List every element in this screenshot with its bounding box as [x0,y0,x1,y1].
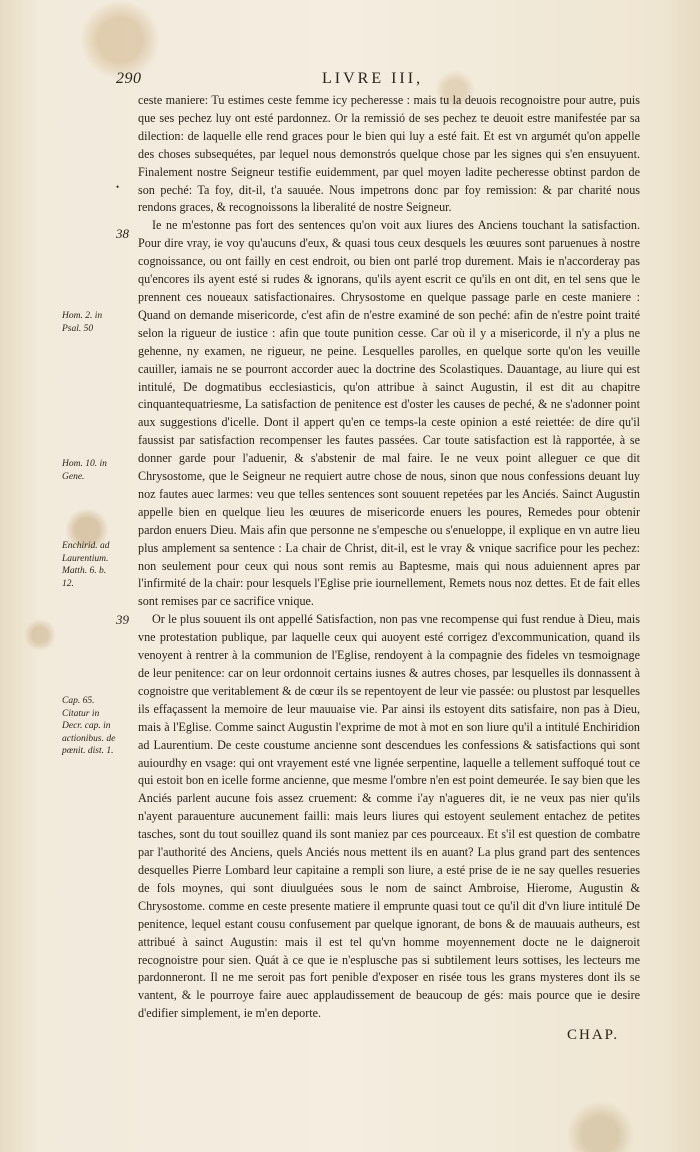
running-head [0,70,700,90]
margin-note-hom-2: Hom. 2. in Psal. 50 [62,311,103,334]
body-text [138,92,640,1023]
paragraph-38: Ie ne m'estonne pas fort des sentences qu'on voit aux liures des Anciens touchant la satisfaction. Pour dire vray, ie voy qu'aucuns d'eux, & quasi tous ceux desquels les œuures sont paruenues à nostre cognoissance, ou ont failly en cest endroit, ou bien ont parlé trop durement. Mais ie n'accorderay pas qu'encores ils ayent esté si rudes & ignorans, qu'ils ayent escrit ce qu'ils en ont dit, en tel sens que le prennent ces noueaux satisfactionaires. Chrysostome en quelque passage parle en ceste maniere : Quand on demande misericorde, c'est afin de n'estre examiné de son peché: afin de n'estre point traité selon la rigueur de iustice : afin que toute punition cesse. Car où il y a misericorde, il n'y a plus ne gehenne, ny examen, ne rigueur, ne peine. Lesquelles parolles, en quelque sorte qu'on les veuille cauiller, iamais ne se pourront accorder auec la doctrine des Scolastiques. Dauantage, au liure qui est intitulé, De dogmatibus ecclesiasticis, qu'on attribue à sainct Augustin, il est dit au chapitre cinquantequatriesme, La satisfaction de penitence est d'oster les causes de peché, & ne s'adonner point aux suggestions d'icelle. Dont il appert qu'en ce temps-la ceste opinion a esté reiettée: de dire qu'il faussist par satisfaction recompenser les fautes passées. Car toute satisfaction est là rapportée, à se donner garde pour l'aduenir, & s'abstenir de mal faire. Ie ne veux point alleguer ce que dit Chrysostome, que le Seigneur ne requiert autre chose de nous, sinon que nous confessions deuant luy noz fautes auec larmes: veu que telles sentences sont souuent repetées par les Anciés. Sainct Augustin appelle bien en quelque lieu les œuures de misericorde enuers les poures, Remedes pour obtenir pardon enuers Dieu. Mais afin que personne ne s'empesche ou s'enueloppe, il explique en vn autre lieu plus amplement sa sentence : La chair de Christ, dit-il, est le vray & vnique sacrifice pour les pechez: non seulement pour ceux qui nous sont remis au Baptesme, mais qui nous aduiennent apres par l'infirmité de la chair: pour lesquels l'Eglise prie iournellement, Remets nous noz dettes. Et de fait elles sont remises par ce sacrifice vnique. [138,218,640,609]
margin-bullet-icon: • [116,182,120,192]
running-title: LIVRE III, [322,70,424,87]
paragraph-39: Or le plus souuent ils ont appellé Satisfaction, non pas vne recompense qui fust rendue à Dieu, mais vne protestation publique, par laquelle ceux qui auoyent esté corrigez d'excommunication, quand ils venoyent à rentrer à la communion de l'Eglise, rendoyent à la compagnie des fideles vn tesmoignage de leur penitence: car on leur ordonnoit certains iusnes & autres choses, par lesquelles ils donnassent à cognoistre que veritablement & de cœur ils se repentoyent de leur vie passée: ou plustost par lesquelles ils effaçassent la memoire de leur mauuaise vie. Par ainsi ils estoyent dits satisfaire, non pas à Dieu, mais à l'Eglise. Comme sainct Augustin l'exprime de mot à mot en son liure qu'il a intitulé Enchiridion ad Laurentium. De ceste coustume ancienne sont descendues les confessions & satisfactions qui sont auiourdhy en vsage: qui ont vrayement esté vne lignée serpentine, laquelle a tellement suffoqué tout ce qui estoit bon en icelle forme ancienne, que mesme l'ombre n'en est point demeurée. Ie say bien que les Anciés parlent aucune fois assez cruement: & comme i'ay n'agueres dit, ie ne veux pas nier qu'ils n'ayent parauenture aucunement failli: mais leurs liures qui estoyent seulement entachez de petites tasches, sont du tout souillez quand ils sont maniez par ces pourceaux. Et s'il est question de combatre par l'authorité des Anciens, quels Anciés nous mettent ils en auant? La plus grand part des sentences desquelles Pierre Lombard leur capitaine a rempli son liure, a esté prise de ie ne say quelles resueries de fols moynes, qui sont diuulguées sous le nom de sainct Ambroise, Hierome, Augustin & Chrysostome. comme en ceste presente matiere il emprunte quasi tout ce qu'il dit d'vn liure intitulé De penitence, lequel estant cousu confusement par quelque ignorant, de bons & de mauuais autheurs, est attribué à sainct Augustin: mais il est tel qu'vn homme moyennement docte ne le daigneroit recognoistre pour sien. Quát à ce que ie n'esplusche pas si subtilement leurs sottises, les lecteurs me pardonneront. Il ne me seroit pas fort penible d'exposer en risée tous les grans mysteres dont ils se vantent, & le pourroye faire auec applaudissement de beaucoup de gés: mais pource que ie desire d'edifier simplement, ie m'en deporte. [138,612,640,1021]
catchword: CHAP. [567,1027,620,1043]
paragraph-continuation: ceste maniere: Tu estimes ceste femme icy pecheresse : mais tu la deuois recognoistre pour autre, puis que ses pechez luy ont esté pardonnez. Or la remissió de ses pechez te deuoit estre manifestée par sa dilection: de laquelle elle rend graces pour le bien qui luy a esté fait. Et est vn argumét qu'on appelle des choses subsequétes, par lequel nous demonstrós quelque chose par les signes qui s'en ensuyuent. Finalement nostre Seigneur testifie euidemment, par quel moyen ladite pecheresse obtinst pardon de son peché: Ta foy, dit-il, t'a sauuée. Nous impetrons donc par foy remission: & par charité nous rendons graces, & recognoissons la liberalité de nostre Seigneur. [138,93,640,215]
margin-note-hom-10: Hom. 10. in Gene. [62,459,107,482]
section-number-38: 38 [116,226,129,241]
margin-note-enchiridion: Enchirid. ad Laurentium. Matth. 6. b. 12. [62,541,110,589]
page-number: 290 [116,70,142,87]
margin-note-cap-65: Cap. 65. Citatur in Decr. cap. in actionibus. de pœnit. dist. 1. [62,696,116,756]
section-number-39: 39 [116,612,129,627]
